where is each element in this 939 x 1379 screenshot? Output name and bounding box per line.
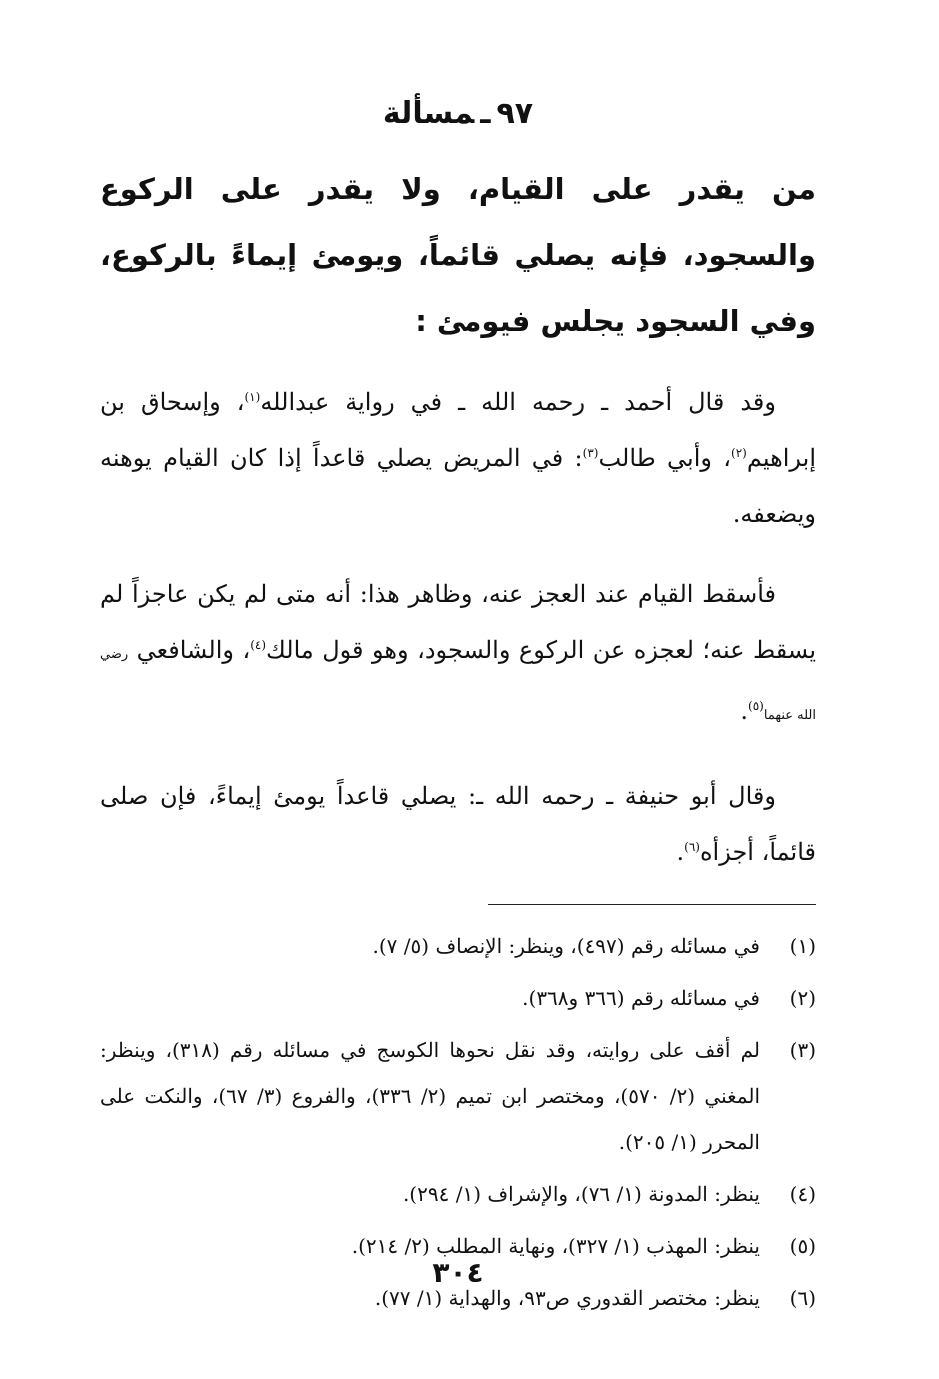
footnote-item <box>100 1027 816 1165</box>
footnote-text: لم أقف على روايته، وقد نقل نحوها الكوسج في مسائله رقم (٣١٨)، وينظر: المغني (٢/ ٥٧٠)، ومختصر ابن تميم (٢/ ٣٣٦)، والفروع (٣/ ٦٧)، والنكت على المحرر (١/ ٢٠٥). <box>100 1038 760 1154</box>
footnote-ref-2: (٢) <box>731 446 747 460</box>
footnote-text: ينظر: مختصر القدوري ص٩٣، والهداية (١/ ٧٧). <box>374 1286 760 1310</box>
book-page <box>100 88 816 1328</box>
footnote-number: (٢) <box>789 986 816 1010</box>
footnote-item <box>100 923 816 969</box>
paragraph-text: ، وإسحاق بن إبراهيم <box>100 388 816 472</box>
body-paragraph-2 <box>100 566 816 744</box>
heading-separator: ـ <box>480 96 491 131</box>
body-paragraph-1 <box>100 374 816 542</box>
footnote-ref-6: (٦) <box>684 840 700 854</box>
footnote-number: (٤) <box>789 1182 816 1206</box>
issue-heading <box>100 88 816 140</box>
issue-title: مسألة <box>382 96 475 131</box>
footnote-ref-1: (١) <box>244 390 261 404</box>
paragraph-text: : في المريض يصلي قاعداً إذا كان القيام يوهنه ويضعفه. <box>100 444 816 528</box>
paragraph-text: وقد قال أحمد ـ رحمه الله ـ في رواية عبدالله <box>260 388 776 416</box>
footnote-ref-4: (٤) <box>250 638 267 652</box>
footnote-item <box>100 1171 816 1217</box>
footnote-number: (١) <box>789 934 816 958</box>
footnote-text: في مسائله رقم (٤٩٧)، وينظر: الإنصاف (٥/ ٧). <box>372 934 760 958</box>
body-paragraph-3 <box>100 768 816 880</box>
paragraph-text: ، والشافعي <box>136 636 251 664</box>
footnote-text: ينظر: المدونة (١/ ٧٦)، والإشراف (١/ ٢٩٤). <box>402 1182 760 1206</box>
footnote-text: في مسائله رقم (٣٦٦ و٣٦٨). <box>522 986 760 1010</box>
footnote-number: (٦) <box>789 1286 816 1310</box>
footnote-ref-5: (٥) <box>748 699 764 713</box>
footnote-ref-3: (٣) <box>582 446 599 460</box>
footnote-divider <box>488 904 816 905</box>
footnote-text: ينظر: المهذب (١/ ٣٢٧)، ونهاية المطلب (٢/ ٢١٤). <box>351 1234 760 1258</box>
paragraph-text: . <box>740 697 749 725</box>
footnote-number: (٣) <box>789 1038 816 1062</box>
paragraph-text: ، وأبي طالب <box>598 444 732 472</box>
honorific-glyph: رضي الله عنهما <box>100 647 816 723</box>
footnote-item <box>100 975 816 1021</box>
issue-number: ٩٧ <box>496 96 534 131</box>
paragraph-text: فأسقط القيام عند العجز عنه، وظاهر هذا: أنه متى لم يكن عاجزاً لم يسقط عنه؛ لعجزه عن الركوع والسجود، وهو قول مالك <box>100 580 816 664</box>
page-number: ٣٠٤ <box>432 1256 484 1289</box>
paragraph-text: وقال أبو حنيفة ـ رحمه الله ـ: يصلي قاعداً يومئ إيماءً، فإن صلى قائماً، أجزأه <box>100 782 816 866</box>
issue-question: من يقدر على القيام، ولا يقدر على الركوع والسجود، فإنه يصلي قائماً، ويومئ إيماءً بالركوع، وفي السجود يجلس فيومئ : <box>100 172 816 338</box>
paragraph-text: . <box>676 838 685 866</box>
footnote-number: (٥) <box>789 1234 816 1258</box>
